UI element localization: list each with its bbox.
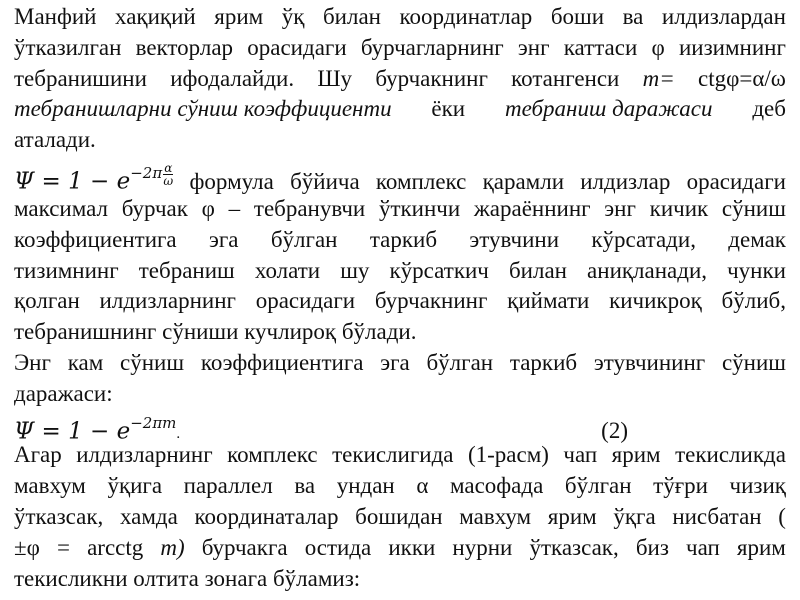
word: шу (340, 257, 370, 283)
word: демак (728, 226, 786, 252)
word: тебранувчи (253, 195, 366, 221)
math-ctg-expression: ctgφ=α/ω (698, 65, 786, 91)
word: илдизларнинг (76, 442, 213, 468)
word: тебранишнинг сўниши кучлироқ бўлади. (14, 319, 417, 345)
word: сўниш (120, 349, 185, 375)
word: ўтказсак, (14, 503, 104, 529)
formula-lhs: Ψ = 1 − e (14, 168, 131, 195)
word: ўтказсак, (529, 534, 619, 560)
word: аталади. (14, 127, 96, 153)
word: масофада (449, 473, 544, 499)
word: Шу (317, 65, 353, 91)
word: энг (517, 34, 550, 60)
word: бурчакнинг (374, 288, 488, 314)
word: бурчакга (201, 534, 288, 560)
math-m: m) (160, 534, 185, 560)
word: ярим (611, 442, 661, 468)
word: таркиб (509, 349, 578, 375)
word: бўлган (564, 473, 632, 499)
word: векторлар (135, 34, 234, 60)
word: чизиқ (729, 473, 786, 499)
word: ярим (214, 4, 264, 29)
word: ўқига (107, 473, 163, 499)
word: кам (67, 349, 104, 375)
text-line (14, 440, 786, 471)
word: ўқга (613, 503, 656, 529)
word: Агар (14, 442, 62, 468)
formula-lhs: Ψ = 1 − e (14, 418, 131, 445)
term-damping-coefficient: тебранишларни сўниш коэффициенти (14, 96, 392, 122)
figure-reference: (1-расм) (467, 442, 549, 468)
math-m-equals: m= (642, 65, 675, 91)
word: илдизлар (580, 168, 671, 194)
word: Энг (14, 349, 51, 375)
word: ифодалайди. (170, 65, 295, 91)
word: комплекс (227, 442, 318, 468)
word: φ (651, 34, 665, 60)
word: даражаси: (14, 380, 113, 406)
word: остида (304, 534, 372, 560)
word: ундан (336, 473, 395, 499)
word: ярим (736, 534, 786, 560)
text-line (14, 502, 786, 533)
word: каттаси (563, 34, 638, 60)
word: эга (380, 349, 410, 375)
word: мавхум (459, 503, 532, 529)
word: бурчак (121, 195, 188, 221)
word: тебранишини (14, 65, 147, 91)
word: нисбатан (672, 503, 762, 529)
word: илдизларнинг (99, 288, 236, 314)
formula-exponent (130, 160, 174, 188)
term-oscillation-degree: тебраниш даражаси (504, 96, 713, 122)
formula-exponent: −2πm (130, 413, 177, 432)
text-line (14, 471, 786, 502)
word: орасидаги (686, 168, 786, 194)
text-line (14, 256, 786, 287)
word: координатлар (399, 4, 533, 29)
text-line (14, 2, 786, 33)
text-line (14, 348, 786, 379)
word: тўғри (653, 473, 708, 499)
word: кичикроқ (609, 288, 702, 314)
word: кўрсатади, (591, 226, 696, 252)
word: ярим (547, 503, 597, 529)
word: тизимнинг (14, 257, 119, 283)
word: нурни (452, 534, 513, 560)
word: φ (201, 195, 215, 221)
word: arcctg (87, 534, 144, 560)
word: кичик (649, 195, 709, 221)
word: ва (294, 473, 316, 499)
word: = (57, 534, 70, 560)
formula-dot: . (176, 426, 181, 443)
word: формула (189, 168, 274, 194)
word: комплекс (375, 168, 467, 194)
word: қиймати (507, 288, 590, 314)
word: – (228, 195, 241, 221)
word: илдизлардан (661, 4, 786, 29)
fraction-numerator: α (164, 160, 173, 175)
word: чап (686, 534, 720, 560)
equation-number: (2) (601, 418, 628, 444)
word: коэффициентига (200, 349, 364, 375)
text-line (14, 317, 786, 348)
word: бўлиб, (721, 288, 786, 314)
word: орасидаги (247, 34, 347, 60)
word: α (416, 473, 429, 499)
word: билан (508, 257, 567, 283)
word: текислигида (332, 442, 454, 468)
word: чунки (727, 257, 786, 283)
word: бурчакнинг (375, 65, 488, 91)
text-line (14, 225, 786, 256)
word: таркиб (369, 226, 438, 252)
word: параллел (183, 473, 273, 499)
word: ўткинчи (378, 195, 461, 221)
word: текисликни олтита зонага бўламиз: (14, 565, 361, 591)
text-line (14, 564, 786, 595)
word: биз (635, 534, 669, 560)
text-line (14, 64, 786, 95)
word: орасидаги (255, 288, 356, 314)
word: ва (622, 4, 644, 29)
word: бошидан (355, 503, 443, 529)
word: хамда (119, 503, 178, 529)
word: холати (254, 257, 321, 283)
word: хақиқий (115, 4, 196, 29)
word: аниқланади, (587, 257, 708, 283)
text-line (14, 194, 786, 225)
text-line (14, 125, 786, 156)
word: бурчагларнинг (360, 34, 504, 60)
word: энг (604, 195, 636, 221)
word: сўниш (721, 349, 786, 375)
word: боши (550, 4, 605, 29)
word: координаталар (194, 503, 339, 529)
text-line (14, 286, 786, 317)
word: сўниш (721, 195, 786, 221)
word: икки (388, 534, 436, 560)
fraction-denominator: ω (163, 173, 174, 188)
word: этувчини (469, 226, 560, 252)
word: эга (208, 226, 239, 252)
exponent-prefix: −2π (130, 163, 163, 182)
word: Манфий (14, 4, 97, 29)
word: бўйича (290, 168, 360, 194)
word: котангенси (511, 65, 620, 91)
word: кўрсаткич (389, 257, 489, 283)
word: жараённинг (473, 195, 591, 221)
word: максимал (14, 195, 109, 221)
text-line (14, 33, 786, 64)
word: қарамли (482, 168, 565, 194)
formula-line (14, 156, 786, 194)
word: текисликда (675, 442, 786, 468)
formula-line (14, 410, 786, 445)
word: чап (563, 442, 598, 468)
text-line (14, 94, 786, 125)
word: ўқ (281, 4, 305, 29)
word: ( (778, 503, 786, 529)
word: бўлган (426, 349, 494, 375)
text-line (14, 533, 786, 564)
word: қолган (14, 288, 80, 314)
text-line (14, 379, 786, 410)
word: билан (322, 4, 381, 29)
word: этувчининг (593, 349, 706, 375)
word: мавхум (14, 473, 86, 499)
word: бўлган (270, 226, 338, 252)
exponent-fraction (163, 162, 173, 187)
word: иизимнинг (678, 34, 786, 60)
word: коэффициентига (14, 226, 177, 252)
word: ёки (431, 96, 466, 122)
word: ўтказилган (14, 34, 122, 60)
word: тебраниш (138, 257, 235, 283)
word: деб (752, 96, 786, 122)
word: ±φ (14, 534, 40, 560)
